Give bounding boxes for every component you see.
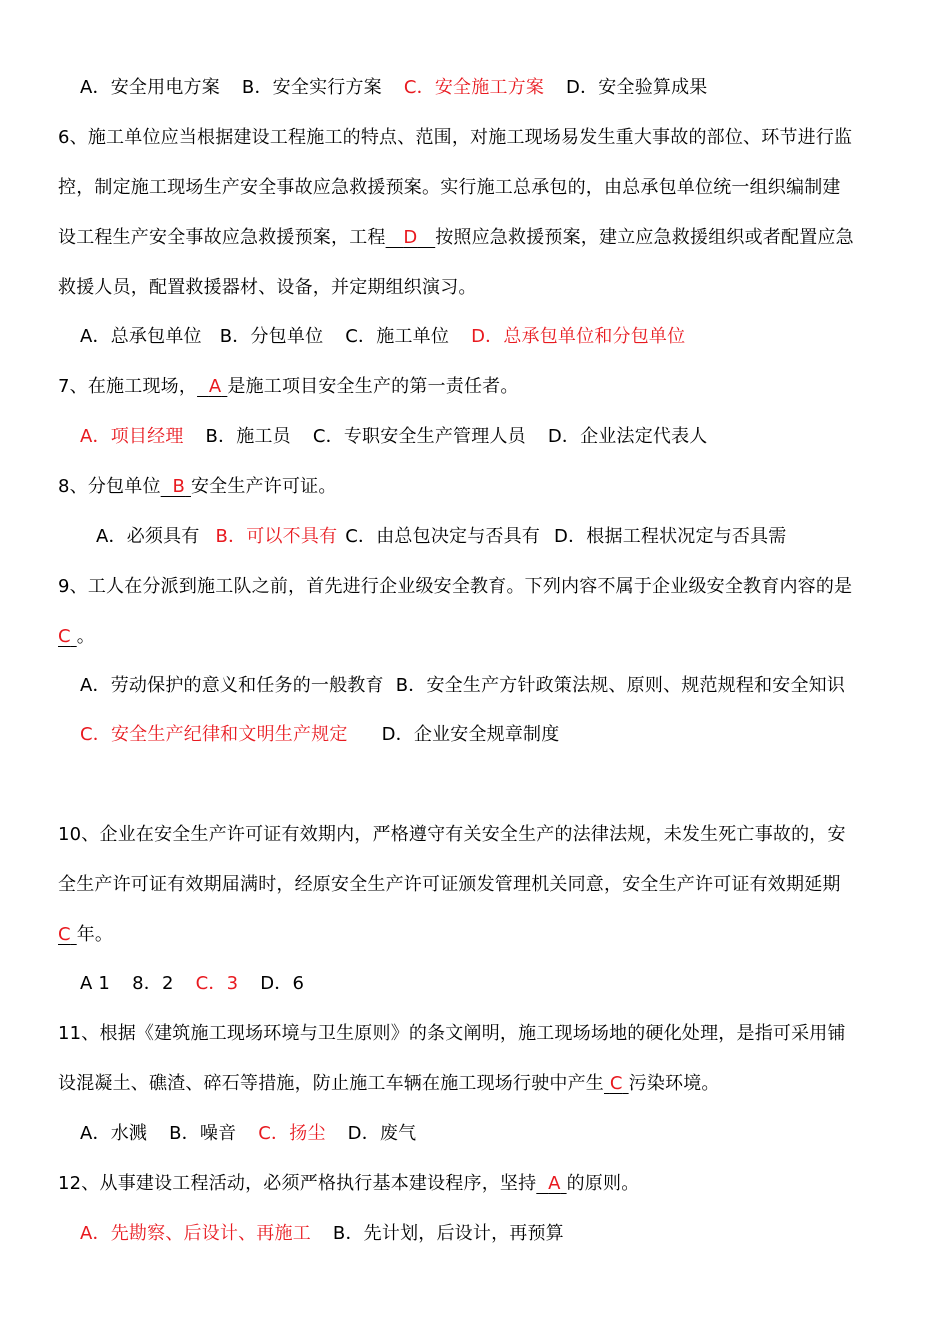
q7-option-a-correct: A．项目经理 (80, 426, 184, 447)
q6-answer: D (403, 227, 418, 248)
q5-option-b: B．安全实行方案 (241, 77, 382, 98)
q8-pre: 8、分包单位 (58, 476, 161, 497)
q8-post: 安全生产许可证。 (190, 476, 337, 497)
q10-options (80, 972, 304, 996)
q7-option-c: C．专职安全生产管理人员 (312, 426, 526, 447)
q7-answer-blank (197, 376, 227, 397)
q11-option-d: D．废气 (347, 1123, 417, 1144)
q10-line-2: 全生产许可证有效期届满时，经原安全生产许可证颁发管理机关同意，安全生产许可证有效期延期 (58, 874, 841, 895)
q10-answer-blank (58, 924, 77, 945)
q5-options (80, 76, 708, 100)
q11-line-2-pre: 设混凝土、礁渣、碎石等措施，防止施工车辆在施工现场行驶中产生 (58, 1073, 604, 1094)
q12-question (58, 1172, 639, 1196)
q9-options-row-2 (80, 723, 559, 747)
q7-option-b: B．施工员 (205, 426, 291, 447)
q9-answer-blank (58, 626, 77, 647)
q11-answer: C (609, 1073, 623, 1094)
q10-line-1: 10、企业在安全生产许可证有效期内，严格遵守有关安全生产的法律法规，未发生死亡事故的，安 (58, 824, 846, 845)
q9-option-d: D．企业安全规章制度 (381, 724, 560, 745)
q5-option-d: D．安全验算成果 (566, 77, 708, 98)
q10-answer: C (58, 924, 71, 945)
q8-option-d: D．根据工程状况定与否具需 (554, 526, 787, 547)
q5-option-a: A．安全用电方案 (80, 77, 220, 98)
q6-line-4: 救援人员，配置救援器材、设备，并定期组织演习。 (58, 277, 477, 298)
q9-option-c-correct: C．安全生产纪律和文明生产规定 (80, 724, 348, 745)
q12-option-b: B．先计划，后设计，再预算 (332, 1223, 564, 1244)
q6-line-3-pre: 设工程生产安全事故应急救援预案，工程 (58, 227, 386, 248)
q10-line-3-post: 年。 (76, 924, 114, 945)
q11-option-c-correct: C．扬尘 (258, 1123, 326, 1144)
q12-option-a-correct: A．先勘察、后设计、再施工 (80, 1223, 311, 1244)
q11-line-2-post: 污染环境。 (628, 1073, 720, 1094)
q6-answer-blank (386, 227, 436, 248)
q7-option-d: D．企业法定代表人 (547, 426, 708, 447)
q7-question (58, 375, 519, 399)
q8-options (96, 525, 787, 549)
q8-question (58, 475, 337, 499)
q5-option-c-correct: C．安全施工方案 (403, 77, 545, 98)
q6-line-2: 控，制定施工现场生产安全事故应急救援预案。实行施工总承包的，由总承包单位统一组织编制建 (58, 177, 841, 198)
q9-options-row-1 (80, 674, 845, 698)
q9-line-1: 9、工人在分派到施工队之前，首先进行企业级安全教育。下列内容不属于企业级安全教育内容的是 (58, 576, 853, 597)
q10-option-d: D．6 (260, 973, 305, 994)
q12-pre: 12、从事建设工程活动，必须严格执行基本建设程序，坚持 (58, 1173, 537, 1194)
q10-option-c-correct: C．3 (195, 973, 239, 994)
q9-option-b: B．安全生产方针政策法规、原则、规范规程和安全知识 (395, 675, 846, 696)
q10-option-b: 8．2 (132, 973, 174, 994)
q6-line-3 (58, 226, 854, 250)
q8-answer-blank (161, 476, 191, 497)
q7-answer: A (208, 376, 222, 397)
q8-option-a: A．必须具有 (96, 526, 200, 547)
q6-option-c: C．施工单位 (345, 326, 450, 347)
q7-pre: 7、在施工现场， (58, 376, 198, 397)
q6-option-b: B．分包单位 (219, 326, 324, 347)
q12-answer-blank (536, 1173, 566, 1194)
q9-line-2-post: 。 (76, 626, 95, 647)
q9-option-a: A．劳动保护的意义和任务的一般教育 (80, 675, 384, 696)
q12-answer: A (548, 1173, 561, 1194)
q9-line-2 (58, 625, 95, 649)
q10-option-a: A 1 (80, 973, 111, 994)
q8-option-c: C．由总包决定与否具有 (345, 526, 541, 547)
q11-option-a: A．水溅 (80, 1123, 148, 1144)
q8-option-b-correct: B．可以不具有 (215, 526, 338, 547)
q11-line-2 (58, 1072, 720, 1096)
q10-line-3 (58, 923, 113, 947)
q11-option-b: B．噪音 (169, 1123, 237, 1144)
q7-post: 是施工项目安全生产的第一责任者。 (227, 376, 519, 397)
q11-line-1: 11、根据《建筑施工现场环境与卫生原则》的条文阐明，施工现场场地的硬化处理，是指可采用铺 (58, 1023, 846, 1044)
q9-answer: C (58, 626, 71, 647)
q6-option-d-correct: D．总承包单位和分包单位 (471, 326, 686, 347)
q6-line-1: 6、施工单位应当根据建设工程施工的特点、范围，对施工现场易发生重大事故的部位、环节进行监 (58, 127, 853, 148)
q6-line-3-post: 按照应急救援预案，建立应急救援组织或者配置应急 (435, 227, 854, 248)
q12-options (80, 1222, 564, 1246)
q8-answer: B (172, 476, 186, 497)
q11-options (80, 1122, 416, 1146)
q12-post: 的原则。 (566, 1173, 640, 1194)
q7-options (80, 425, 708, 449)
q11-answer-blank (604, 1073, 629, 1094)
q6-option-a: A．总承包单位 (80, 326, 202, 347)
q6-options (80, 325, 685, 349)
